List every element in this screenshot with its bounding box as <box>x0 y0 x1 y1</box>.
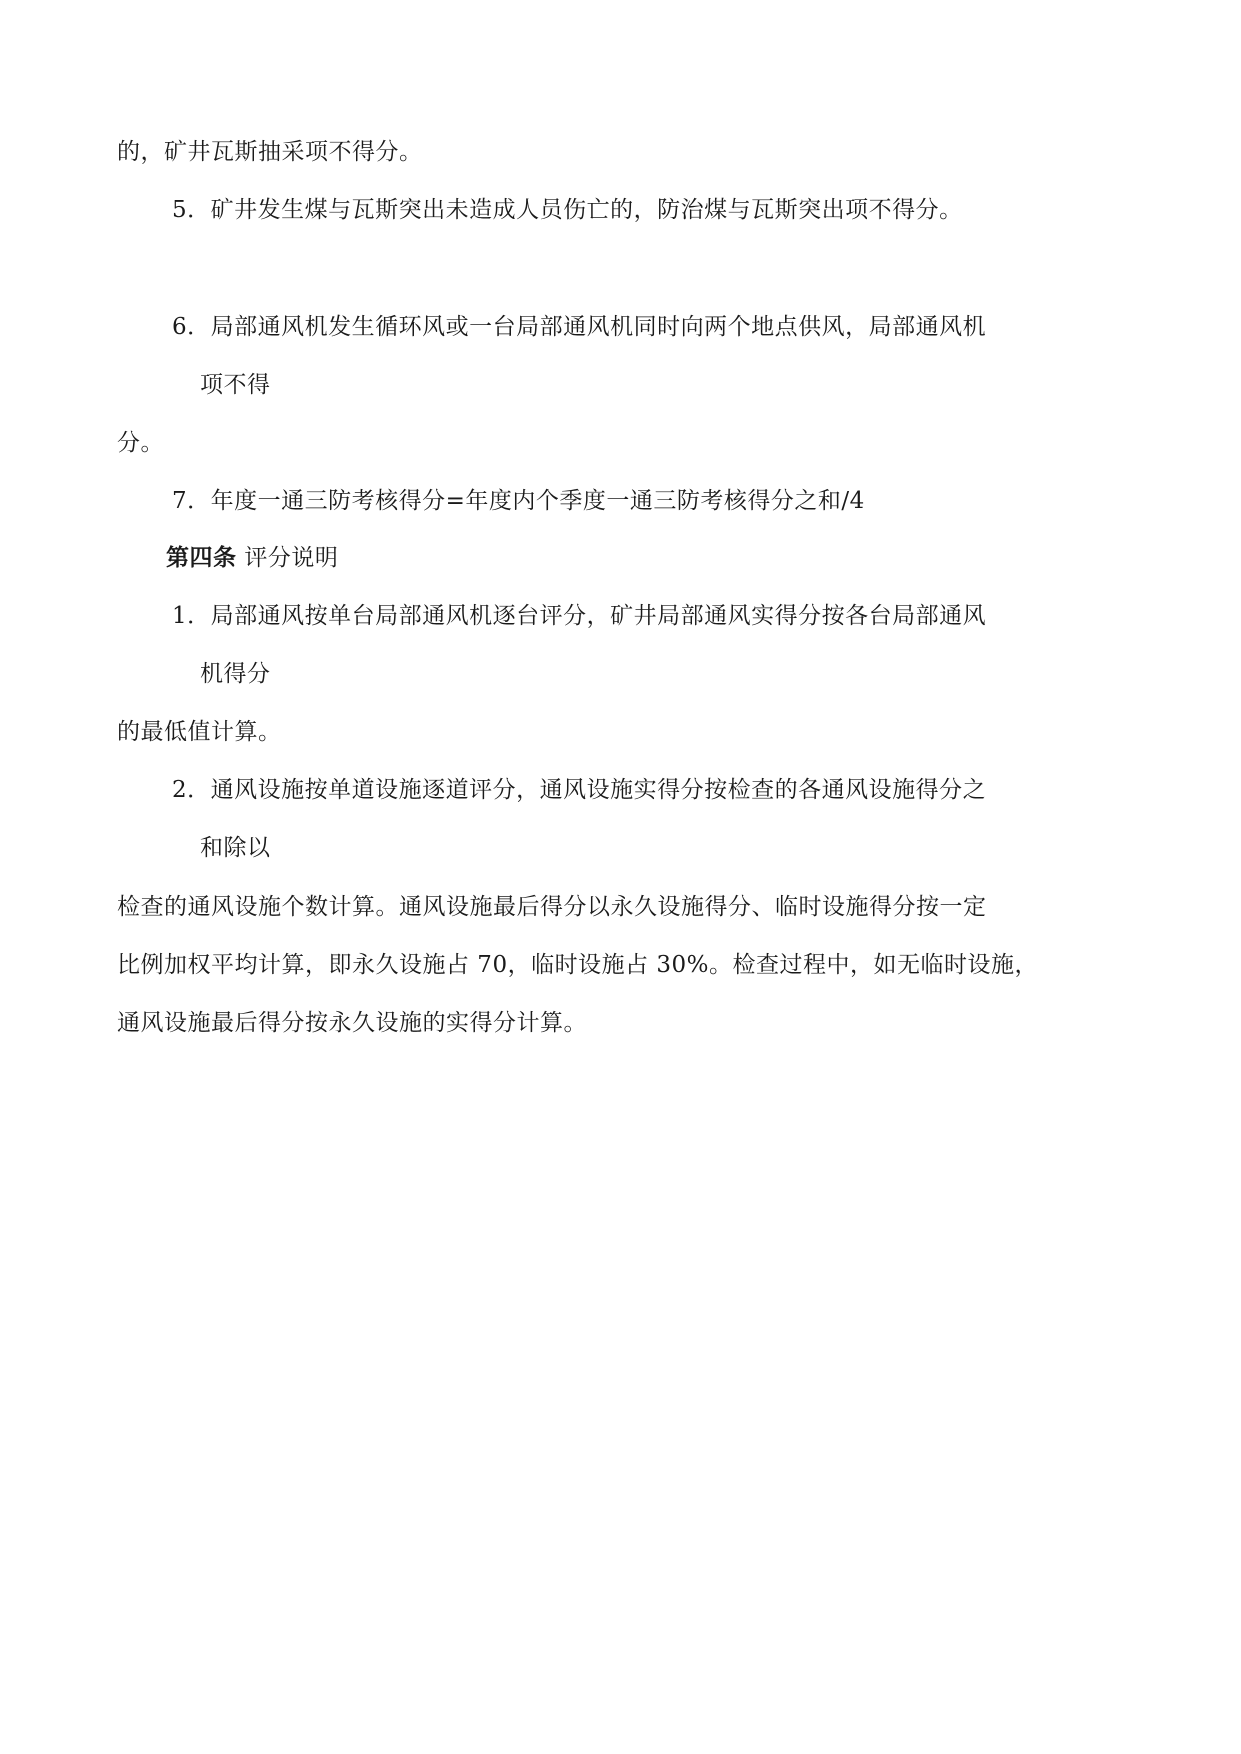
paragraph-continuation: 的，矿井瓦斯抽采项不得分。 <box>117 139 423 165</box>
list-item-2-continuation-1: 检查的通风设施个数计算。通风设施最后得分以永久设施得分、临时设施得分按一定 <box>117 894 987 920</box>
list-item-1: 1．局部通风按单台局部通风机逐台评分，矿井局部通风实得分按各台局部通风 <box>172 603 987 629</box>
list-item-2-continuation-2: 比例加权平均计算，即永久设施占 70，临时设施占 30%。检查过程中，如无临时设施， <box>117 952 1039 978</box>
list-item-6: 6．局部通风机发生循环风或一台局部通风机同时向两个地点供风，局部通风机 <box>172 314 987 340</box>
list-item-2-continuation-3: 通风设施最后得分按永久设施的实得分计算。 <box>117 1010 587 1036</box>
list-item-5: 5．矿井发生煤与瓦斯突出未造成人员伤亡的，防治煤与瓦斯突出项不得分。 <box>172 197 963 223</box>
list-item-2: 2．通风设施按单道设施逐道评分，通风设施实得分按检查的各通风设施得分之 <box>172 777 987 803</box>
article-number: 第四条 <box>166 544 237 571</box>
list-item-1-tail: 的最低值计算。 <box>117 719 282 745</box>
list-item-7: 7．年度一通三防考核得分=年度内个季度一通三防考核得分之和/4 <box>172 488 865 514</box>
list-item-6-tail: 分。 <box>117 430 164 456</box>
list-item-6-wrap: 项不得 <box>200 372 271 398</box>
list-item-1-wrap: 机得分 <box>200 661 271 687</box>
article-title: 评分说明 <box>244 545 339 571</box>
list-item-2-wrap: 和除以 <box>200 835 271 861</box>
section-heading <box>166 543 338 573</box>
